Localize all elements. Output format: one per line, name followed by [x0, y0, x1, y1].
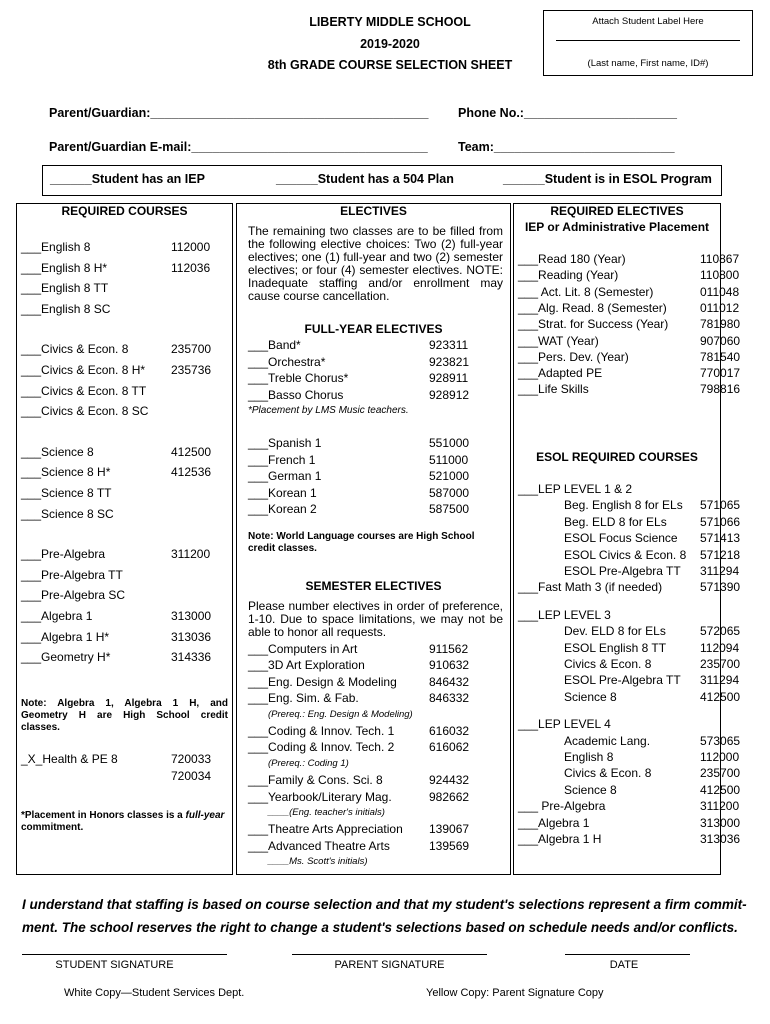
required-course-row[interactable]: ___English 8 SC: [21, 301, 111, 316]
course-code: 781980: [700, 317, 741, 332]
course-code: 781540: [700, 349, 741, 364]
sheet-title: 8th GRADE COURSE SELECTION SHEET: [267, 58, 513, 72]
course-code: 571065: [700, 498, 741, 513]
music-elective-row[interactable]: ___Orchestra*: [248, 354, 326, 369]
course-code: 910632: [429, 658, 470, 673]
course-code: 521000: [429, 469, 470, 483]
esol-course-row[interactable]: ___LEP LEVEL 3: [518, 607, 611, 622]
semester-elective-row[interactable]: ___Coding & Innov. Tech. 1: [248, 724, 395, 738]
course-code: 551000: [429, 436, 470, 450]
required-elective-row[interactable]: ___Alg. Read. 8 (Semester): [518, 300, 667, 315]
required-courses-header: REQUIRED COURSES: [61, 204, 188, 218]
semester-elective-row[interactable]: ___Theatre Arts Appreciation: [248, 822, 403, 837]
esol-course-row: Civics & Econ. 8: [564, 766, 652, 781]
course-code: 982662: [429, 789, 470, 804]
student-signature-line[interactable]: [22, 954, 227, 955]
course-code: 571066: [700, 514, 741, 529]
music-elective-row[interactable]: ___Band*: [248, 338, 301, 352]
course-code: 412536: [171, 465, 212, 480]
semester-elective-row: (Prereq.: Eng. Design & Modeling): [268, 708, 413, 720]
language-elective-row[interactable]: ___Spanish 1: [248, 436, 322, 450]
course-code: 313036: [700, 832, 741, 846]
course-code: 573065: [700, 733, 741, 748]
course-code: 313036: [171, 629, 212, 644]
semester-intro: Please number electives in order of preference, 1-10. Due to space limitations, we may not be able to honor all requests.: [248, 599, 503, 639]
semester-elective-row[interactable]: ____Ms. Scott's initials): [268, 856, 368, 868]
esol-course-row: ESOL Focus Science: [564, 531, 678, 546]
course-code: 412500: [171, 444, 212, 459]
white-copy-note: White Copy—Student Services Dept.: [64, 987, 245, 999]
esol-course-row: Dev. ELD 8 for ELs: [564, 624, 666, 639]
required-course-row[interactable]: ___Civics & Econ. 8 SC: [21, 404, 149, 419]
required-course-row[interactable]: ___Algebra 1: [21, 609, 93, 623]
course-code: 313000: [171, 609, 212, 623]
course-code: 311294: [700, 673, 740, 688]
health-pe-course[interactable]: _X_Health & PE 8: [21, 752, 118, 766]
required-elective-row[interactable]: ___WAT (Year): [518, 333, 599, 348]
required-elective-row[interactable]: ___Strat. for Success (Year): [518, 317, 669, 332]
language-elective-row[interactable]: ___Korean 2: [248, 502, 317, 516]
parent-email-field[interactable]: Parent/Guardian E-mail:__________________________________: [49, 140, 428, 154]
parent-signature-line[interactable]: [292, 954, 487, 955]
course-code: 235700: [700, 766, 741, 781]
esol-course-row: Science 8: [564, 689, 617, 704]
language-elective-row[interactable]: ___Korean 1: [248, 485, 317, 500]
course-code: 112094: [700, 640, 740, 655]
required-course-row[interactable]: ___Science 8 TT: [21, 486, 112, 500]
required-elective-row[interactable]: ___Read 180 (Year): [518, 252, 626, 266]
semester-elective-row[interactable]: ___Yearbook/Literary Mag.: [248, 789, 392, 804]
course-code: 110800: [700, 268, 740, 283]
course-code: 511000: [429, 452, 469, 467]
course-code: 587500: [429, 502, 470, 516]
course-code: 412500: [700, 689, 741, 704]
course-code: 928912: [429, 387, 470, 402]
label-box-line: [556, 40, 740, 41]
course-code: 412500: [700, 782, 741, 797]
course-code: 924432: [429, 773, 470, 788]
semester-elective-row[interactable]: ___Eng. Sim. & Fab.: [248, 691, 359, 706]
course-code: 571413: [700, 531, 741, 546]
music-elective-row[interactable]: ___Basso Chorus: [248, 387, 344, 402]
esol-course-row: ESOL English 8 TT: [564, 640, 667, 655]
algebra-credit-note: Note: Algebra 1, Algebra 1 H, and Geometry H are High School credit classes.: [21, 698, 228, 733]
semester-elective-row[interactable]: ___Eng. Design & Modeling: [248, 674, 397, 689]
date-label: DATE: [609, 959, 639, 971]
esol-course-row: Beg. English 8 for ELs: [564, 498, 683, 513]
esol-course-row: English 8: [564, 750, 614, 764]
required-electives-header: REQUIRED ELECTIVES: [550, 204, 684, 218]
esol-course-row[interactable]: ___LEP LEVEL 1 & 2: [518, 482, 633, 496]
esol-course-row: Academic Lang.: [564, 733, 651, 748]
esol-course-row: Science 8: [564, 782, 617, 797]
health-code-2: 720034: [171, 769, 212, 783]
course-code: 112000: [171, 240, 211, 254]
phone-field[interactable]: Phone No.:______________________: [458, 106, 677, 120]
esol-course-row[interactable]: ___Algebra 1: [518, 815, 590, 830]
iep-checkbox[interactable]: ______Student has an IEP: [50, 172, 205, 186]
semester-elective-row[interactable]: ___Family & Cons. Sci. 8: [248, 773, 383, 788]
language-note: Note: World Language courses are High School credit classes.: [248, 531, 475, 554]
esol-course-row: ESOL Pre-Algebra TT: [564, 673, 681, 688]
required-course-row[interactable]: ___Pre-Algebra: [21, 547, 106, 562]
music-note: *Placement by LMS Music teachers.: [248, 405, 409, 416]
required-course-row[interactable]: ___Pre-Algebra SC: [21, 588, 126, 603]
required-course-row[interactable]: ___English 8 H*: [21, 260, 108, 275]
esol-course-row[interactable]: ___Algebra 1 H: [518, 832, 602, 846]
required-course-row[interactable]: ___Algebra 1 H*: [21, 629, 110, 644]
required-course-row[interactable]: ___Civics & Econ. 8 TT: [21, 383, 147, 398]
esol-course-row: Beg. ELD 8 for ELs: [564, 514, 667, 529]
esol-course-row[interactable]: ___LEP LEVEL 4: [518, 717, 611, 732]
agreement-statement-line2: ment. The school reserves the right to change a student's selections based on schedule needs and/or conflicts.: [22, 920, 738, 935]
school-name: LIBERTY MIDDLE SCHOOL: [309, 15, 471, 29]
yellow-copy-note: Yellow Copy: Parent Signature Copy: [426, 987, 604, 999]
course-code: 235700: [171, 342, 212, 357]
course-code: 313000: [700, 815, 741, 830]
semester-elective-row[interactable]: ___3D Art Exploration: [248, 658, 365, 673]
plan-504-checkbox[interactable]: ______Student has a 504 Plan: [276, 172, 454, 186]
course-code: 571218: [700, 547, 741, 562]
course-code: 928911: [429, 371, 469, 385]
course-code: 311200: [700, 799, 740, 814]
esol-course-row: ESOL Civics & Econ. 8: [564, 547, 687, 562]
required-course-row[interactable]: ___Geometry H*: [21, 650, 111, 665]
language-elective-row[interactable]: ___German 1: [248, 469, 322, 483]
course-code: 139569: [429, 838, 470, 853]
semester-elective-row: (Prereq.: Coding 1): [268, 757, 349, 769]
course-code: 110867: [700, 252, 740, 266]
course-code: 311294: [700, 564, 740, 578]
course-code: 572065: [700, 624, 741, 639]
course-code: 112000: [700, 750, 740, 764]
electives-column: [236, 203, 511, 875]
esol-course-row[interactable]: ___Fast Math 3 (if needed): [518, 580, 663, 595]
honors-note: *Placement in Honors classes is a full-year commitment.: [21, 810, 225, 833]
language-elective-row[interactable]: ___French 1: [248, 452, 316, 467]
course-code: 571390: [700, 580, 741, 595]
iep-placement-header: IEP or Administrative Placement: [524, 220, 710, 234]
esol-checkbox[interactable]: ______Student is in ESOL Program: [503, 172, 712, 186]
course-code: 846432: [429, 674, 470, 689]
required-course-row[interactable]: ___English 8 TT: [21, 281, 109, 296]
required-elective-row[interactable]: ___Reading (Year): [518, 268, 619, 283]
student-label-box[interactable]: [543, 10, 753, 76]
semester-elective-row[interactable]: ____(Eng. teacher's initials): [268, 807, 385, 818]
health-code-1: 720033: [171, 752, 212, 766]
electives-header: ELECTIVES: [340, 204, 407, 218]
course-code: 587000: [429, 485, 470, 500]
electives-intro: The remaining two classes are to be filled from the following elective choices: Two (2) full-year electives; one (1) full-year and two (2) semester electives; or four (4) semester electives. NOTE: Inadequate staffing and/or enrollment may cause course cancellation.: [248, 224, 503, 303]
required-course-row[interactable]: ___Science 8 H*: [21, 465, 111, 480]
full-year-header: FULL-YEAR ELECTIVES: [304, 322, 443, 336]
music-elective-row[interactable]: ___Treble Chorus*: [248, 371, 349, 385]
required-elective-row[interactable]: ___ Act. Lit. 8 (Semester): [518, 284, 654, 299]
semester-elective-row[interactable]: ___Computers in Art: [248, 642, 358, 656]
date-line[interactable]: [565, 954, 690, 955]
parent-guardian-field[interactable]: Parent/Guardian:________________________________________: [49, 106, 429, 120]
required-course-row[interactable]: ___English 8: [21, 240, 91, 254]
required-elective-row[interactable]: ___Adapted PE: [518, 366, 603, 381]
course-code: 235736: [171, 363, 212, 377]
course-code: 011048: [700, 284, 740, 299]
course-code: 770017: [700, 366, 741, 381]
course-code: 846332: [429, 691, 470, 706]
required-electives-column: [513, 203, 741, 875]
semester-elective-row[interactable]: ___Advanced Theatre Arts: [248, 838, 390, 853]
semester-header: SEMESTER ELECTIVES: [305, 579, 442, 593]
team-field[interactable]: Team:__________________________: [458, 140, 675, 154]
parent-signature-label: PARENT SIGNATURE: [334, 959, 445, 971]
student-signature-label: STUDENT SIGNATURE: [55, 959, 174, 971]
required-course-row[interactable]: ___Civics & Econ. 8: [21, 342, 129, 357]
esol-course-row[interactable]: ___ Pre-Algebra: [518, 799, 606, 814]
course-code: 923311: [429, 338, 469, 352]
required-course-row[interactable]: ___Science 8 SC: [21, 506, 114, 521]
course-code: 311200: [171, 547, 211, 562]
course-code: 616062: [429, 740, 470, 755]
required-course-row[interactable]: ___Pre-Algebra TT: [21, 567, 123, 582]
course-code: 011012: [700, 300, 740, 315]
course-code: 235700: [700, 657, 741, 671]
school-year: 2019-2020: [360, 37, 420, 51]
course-code: 911562: [429, 642, 469, 656]
required-elective-row[interactable]: ___Life Skills: [518, 382, 589, 397]
student-status-box: [42, 165, 722, 196]
label-box-hint: (Last name, First name, ID#): [587, 58, 709, 69]
course-code: 798816: [700, 382, 741, 397]
required-course-row[interactable]: ___Science 8: [21, 444, 94, 459]
esol-course-row: ESOL Pre-Algebra TT: [564, 564, 681, 578]
semester-elective-row[interactable]: ___Coding & Innov. Tech. 2: [248, 740, 395, 755]
course-code: 907060: [700, 333, 741, 348]
required-elective-row[interactable]: ___Pers. Dev. (Year): [518, 349, 629, 364]
agreement-statement-line1: I understand that staffing is based on course selection and that my student's selections represent a firm commit-: [22, 897, 747, 912]
course-code: 923821: [429, 354, 470, 369]
label-box-caption: Attach Student Label Here: [592, 16, 704, 27]
course-code: 112036: [171, 260, 211, 275]
required-courses-column: [16, 203, 233, 875]
required-course-row[interactable]: ___Civics & Econ. 8 H*: [21, 363, 146, 377]
course-code: 616032: [429, 724, 470, 738]
course-code: 139067: [429, 822, 470, 837]
esol-course-row: Civics & Econ. 8: [564, 657, 652, 671]
esol-header: ESOL REQUIRED COURSES: [536, 450, 698, 464]
course-code: 314336: [171, 650, 212, 665]
